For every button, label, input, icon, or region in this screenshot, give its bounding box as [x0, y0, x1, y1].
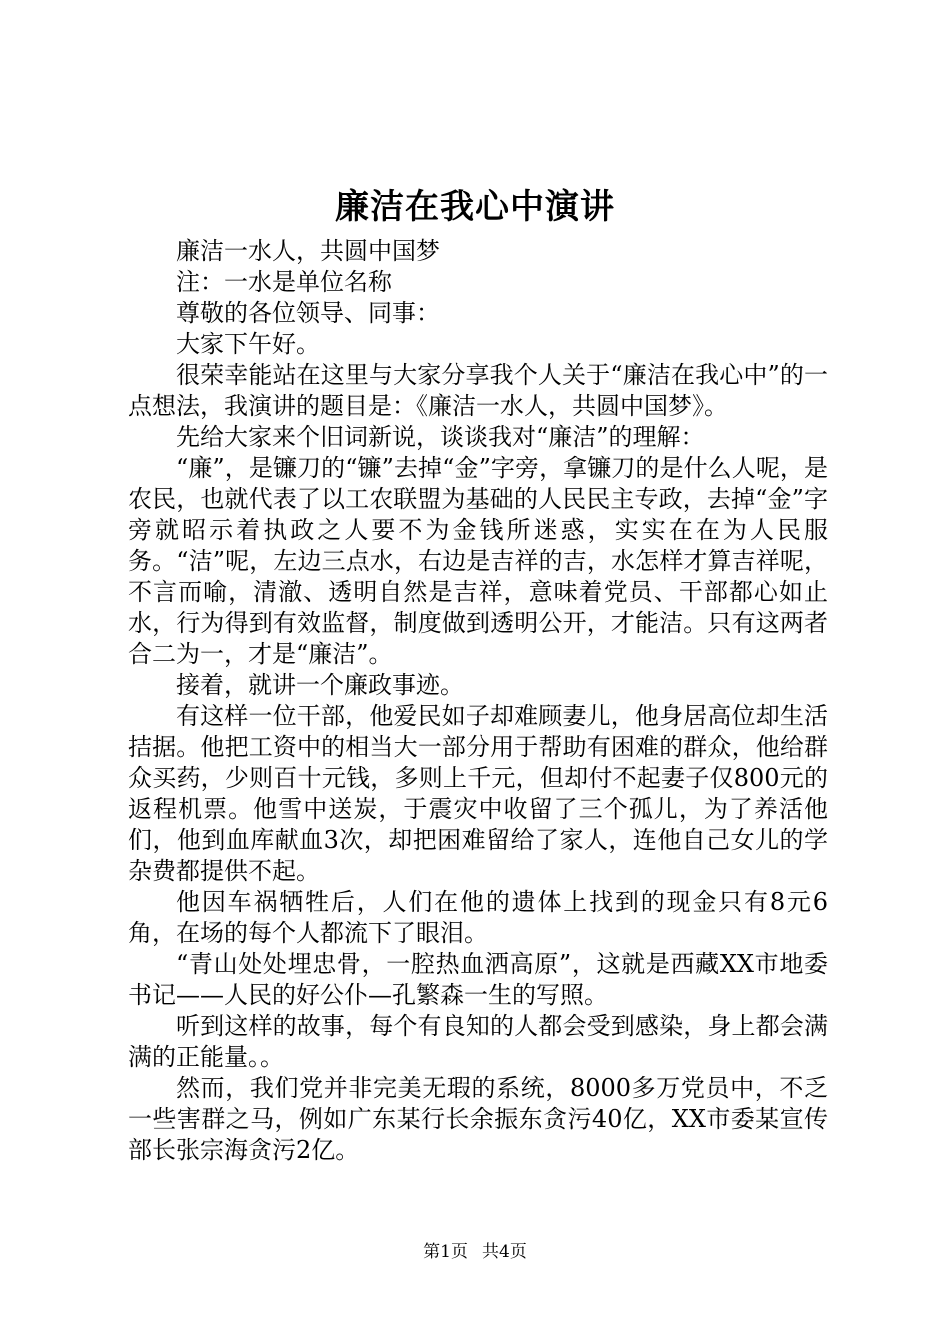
- paragraph: 大家下午好。: [176, 330, 320, 358]
- paragraph: “青山处处埋忠骨，一腔热血洒高原”，这就是西藏XX市地委书记——人民的好公仆—孔繁森一生的写照。: [128, 950, 828, 1009]
- paragraph: 先给大家来个旧词新说，谈谈我对“廉洁”的理解：: [176, 423, 705, 451]
- paragraph: 然而，我们党并非完美无瑕的系统，8000多万党员中，不乏一些害群之马，例如广东某行长余振东贪污40亿，XX市委某宣传部长张宗海贪污2亿。: [128, 1074, 828, 1164]
- paragraph: 接着，就讲一个廉政事迹。: [176, 671, 464, 699]
- paragraph: “廉”，是镰刀的“镰”去掉“金”字旁，拿镰刀的是什么人呢，是农民，也就代表了以工农联盟为基础的人民民主专政，去掉“金”字旁就昭示着执政之人要不为金钱所迷惑，实实在在为人民服务。“洁”呢，左边三点水，右边是吉祥的吉，水怎样才算吉祥呢，不言而喻，清澈、透明自然是吉祥，意味着党员、干部都心如止水，行为得到有效监督，制度做到透明公开，才能洁。只有这两者合二为一，才是“廉洁”。: [128, 454, 828, 668]
- paragraph: 很荣幸能站在这里与大家分享我个人关于“廉洁在我心中”的一点想法，我演讲的题目是：《廉洁一水人，共圆中国梦》。: [128, 361, 828, 420]
- paragraph: 尊敬的各位领导、同事：: [176, 299, 440, 327]
- paragraph: 他因车祸牺牲后，人们在他的遗体上找到的现金只有8元6角，在场的每个人都流下了眼泪。: [128, 888, 828, 947]
- document-title: 廉洁在我心中演讲: [335, 187, 615, 227]
- paragraph: 听到这样的故事，每个有良知的人都会受到感染，身上都会满满的正能量。。: [128, 1012, 828, 1071]
- paragraph: 廉洁一水人，共圆中国梦: [176, 237, 440, 265]
- paragraph: 有这样一位干部，他爱民如子却难顾妻儿，他身居高位却生活拮据。他把工资中的相当大一部分用于帮助有困难的群众，他给群众买药，少则百十元钱，多则上千元，但却付不起妻子仅800元的返程机票。他雪中送炭，于震灾中收留了三个孤儿，为了养活他们，他到血库献血3次，却把困难留给了家人，连他自己女儿的学杂费都提供不起。: [128, 702, 828, 885]
- paragraph: 注：一水是单位名称: [176, 268, 392, 296]
- page-footer: [0, 1240, 950, 1264]
- page-total: 共4页: [482, 1242, 527, 1262]
- document-body: [128, 236, 828, 1166]
- page-number: 第1页: [423, 1242, 468, 1262]
